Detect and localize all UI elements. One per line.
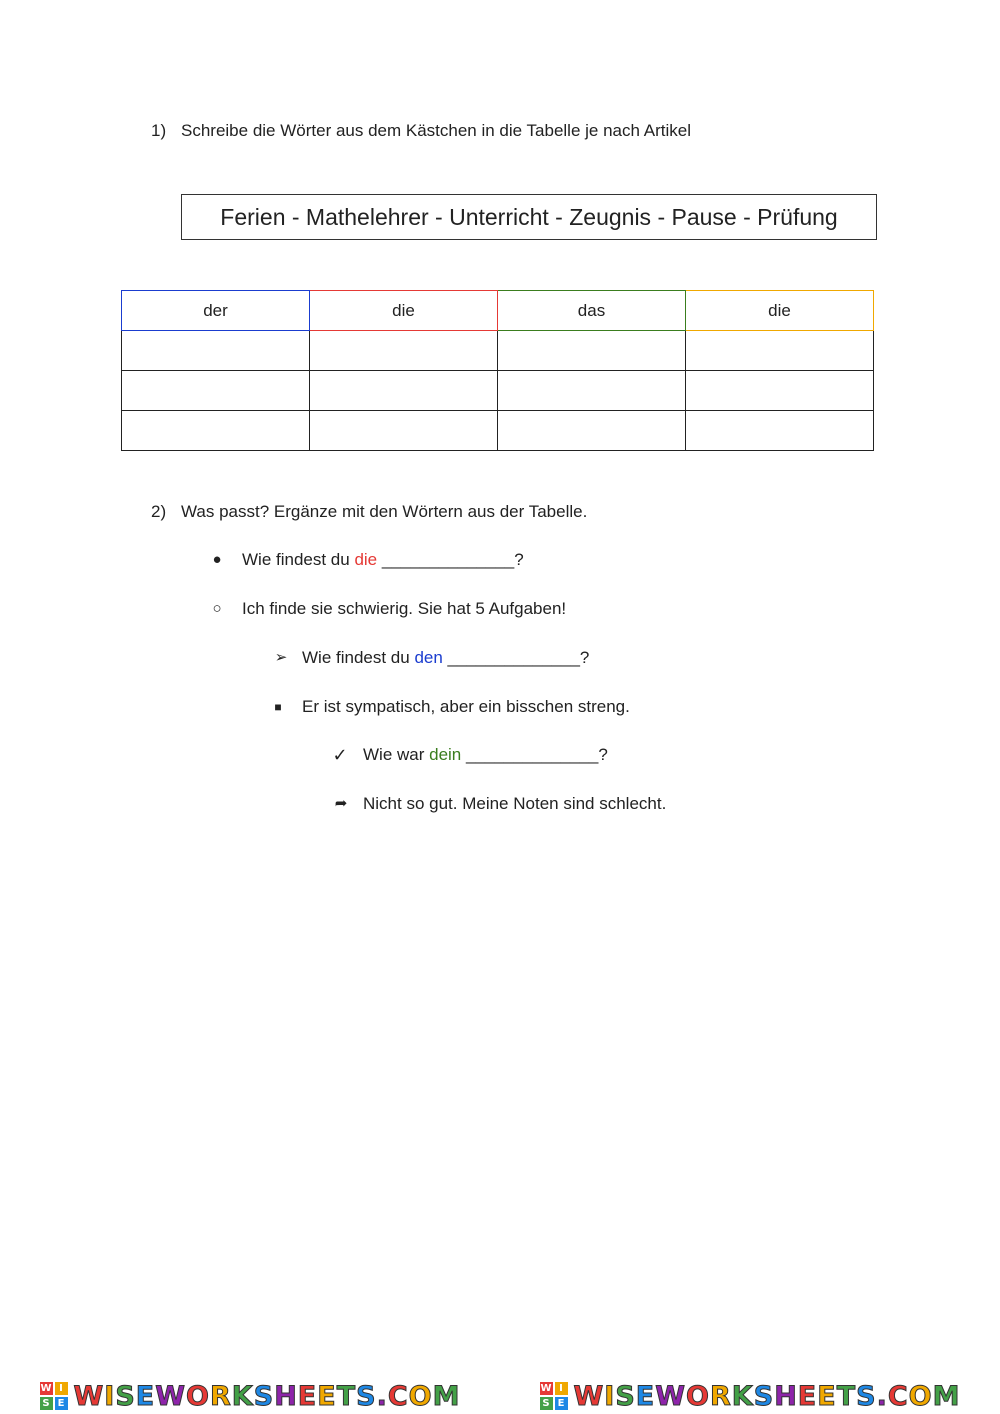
table-cell[interactable] [310,411,498,451]
curved-arrow-bullet-icon: ➦ [334,795,348,812]
table-cell[interactable] [686,371,874,411]
blank-field[interactable]: ______________? [442,648,590,667]
article-dein: dein [429,745,462,764]
task1-instruction: Schreibe die Wörter aus dem Kästchen in die Tabelle je nach Artikel [181,121,691,140]
task2-instruction: Was passt? Ergänze mit den Wörtern aus der Tabelle. [181,502,588,521]
word-box: Ferien - Mathelehrer - Unterricht - Zeugnis - Pause - Prüfung [181,194,877,240]
line-text: Nicht so gut. Meine Noten sind schlecht. [363,794,667,813]
logo-letter: I [55,1382,68,1395]
dialogue-line [363,794,666,814]
brand-logo [540,1381,961,1412]
filled-circle-bullet-icon: ● [212,551,222,568]
table-cell[interactable] [122,411,310,451]
blank-field[interactable]: ______________? [377,550,524,569]
square-bullet-icon: ■ [274,700,282,714]
table-cell[interactable] [498,411,686,451]
header-das: das [498,291,686,331]
line-text: Wie war [363,745,430,764]
line-text: Ich finde sie schwierig. Sie hat 5 Aufgaben! [242,599,567,618]
header-die: die [310,291,498,331]
article-den: den [414,648,443,667]
line-text: Er ist sympatisch, aber ein bisschen streng. [302,697,630,716]
dialogue-line [363,745,608,765]
brand-text: WISEWORKSHEETS.COM [73,1380,461,1412]
task1-number: 1) [151,121,167,140]
task1-heading [151,121,851,141]
line-text: Wie findest du [302,648,415,667]
logo-letter: S [540,1397,553,1410]
logo-letter: W [40,1383,52,1394]
article-table [121,290,874,451]
table-cell[interactable] [498,331,686,371]
logo-letter: I [555,1382,568,1395]
logo-letter: E [555,1397,568,1410]
table-cell[interactable] [310,371,498,411]
dialogue-line [242,599,566,619]
table-row [122,331,874,371]
wise-logo-icon [40,1382,68,1410]
article-die: die [354,550,378,569]
logo-letter: E [55,1397,68,1410]
hollow-circle-bullet-icon: ○ [212,600,222,617]
checkmark-bullet-icon: ✓ [332,745,348,765]
header-die-plural: die [686,291,874,331]
table-header-row [122,291,874,331]
logo-letter: S [40,1397,53,1410]
header-der: der [122,291,310,331]
brand-logo [40,1381,461,1412]
footer-watermark [0,1378,1000,1414]
table-row [122,411,874,451]
arrowhead-bullet-icon: ➢ [274,649,288,666]
line-text: Wie findest du [242,550,355,569]
dialogue-line [302,648,589,668]
task2-heading [151,502,851,522]
table-row [122,371,874,411]
blank-field[interactable]: ______________? [461,745,608,764]
table-cell[interactable] [686,411,874,451]
table-cell[interactable] [498,371,686,411]
wise-logo-icon [540,1382,568,1410]
table-cell[interactable] [122,331,310,371]
logo-letter: W [540,1383,552,1394]
table-cell[interactable] [686,331,874,371]
brand-text: WISEWORKSHEETS.COM [573,1380,961,1412]
table-cell[interactable] [310,331,498,371]
dialogue-line [242,550,524,570]
dialogue-line [302,697,630,717]
task2-number: 2) [151,502,167,521]
table-cell[interactable] [122,371,310,411]
